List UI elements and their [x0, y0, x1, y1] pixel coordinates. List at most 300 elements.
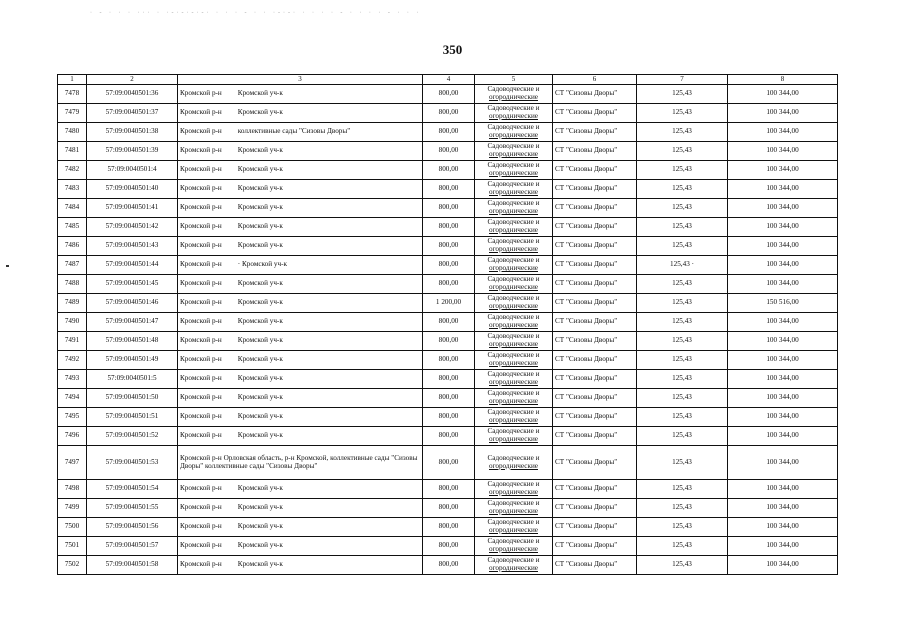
location-area: Кромской уч-к [237, 393, 283, 402]
area-cell: 800,00 [423, 446, 475, 480]
land-use-line1: Садоводческие и [487, 332, 540, 341]
area-cell: 800,00 [423, 518, 475, 537]
rate-cell: 125,43 [637, 537, 728, 556]
location-area: Кромской уч-к [237, 412, 283, 421]
row-number: 7478 [58, 85, 87, 104]
location-cell [178, 294, 423, 313]
location-area: Кромской уч-к [237, 522, 283, 531]
owner-cell: СТ "Сизовы Дворы" [553, 446, 637, 480]
land-use-line2: огороднические [489, 321, 538, 329]
registry-body [58, 75, 838, 575]
owner-cell: СТ "Сизовы Дворы" [553, 199, 637, 218]
area-cell: 800,00 [423, 556, 475, 575]
rate-cell: 125,43 [637, 556, 728, 575]
location-district: Кромской р-н [180, 184, 222, 193]
page-number: 350 [442, 42, 463, 57]
location-district: Кромской р-н [180, 484, 222, 493]
owner-cell: СТ "Сизовы Дворы" [553, 180, 637, 199]
row-number: 7488 [58, 275, 87, 294]
land-use-cell [475, 313, 553, 332]
rate-cell: 125,43 [637, 389, 728, 408]
location-area: Кромской уч-к [237, 108, 283, 117]
land-use-line1: Садоводческие и [487, 256, 540, 265]
row-number: 7498 [58, 480, 87, 499]
land-use-line2: огороднические [489, 169, 538, 177]
land-use-line1: Садоводческие и [487, 218, 540, 227]
rate-cell: 125,43 [637, 446, 728, 480]
value-cell: 100 344,00 [728, 85, 838, 104]
location-cell [178, 237, 423, 256]
value-cell: 100 344,00 [728, 408, 838, 427]
land-use-cell [475, 275, 553, 294]
owner-cell: СТ "Сизовы Дворы" [553, 294, 637, 313]
row-number: 7487 [58, 256, 87, 275]
land-use-cell [475, 294, 553, 313]
value-cell: 100 344,00 [728, 123, 838, 142]
area-cell: 800,00 [423, 370, 475, 389]
location-area: Кромской уч-к [237, 484, 283, 493]
location-area: Кромской уч-к [237, 317, 283, 326]
row-number: 7492 [58, 351, 87, 370]
column-number: 8 [728, 75, 838, 85]
table-row [58, 199, 838, 218]
land-use-line2: огороднические [489, 264, 538, 272]
area-cell: 800,00 [423, 332, 475, 351]
value-cell: 100 344,00 [728, 427, 838, 446]
value-cell: 100 344,00 [728, 237, 838, 256]
location-district: Кромской р-н [180, 412, 222, 421]
location-cell [178, 389, 423, 408]
location-area: Кромской уч-к [237, 298, 283, 307]
rate-cell: 125,43 [637, 104, 728, 123]
area-cell: 1 200,00 [423, 294, 475, 313]
value-cell: 100 344,00 [728, 104, 838, 123]
row-number: 7501 [58, 537, 87, 556]
land-use-line2: огороднические [489, 245, 538, 253]
location-area: Кромской уч-к [237, 165, 283, 174]
owner-cell: СТ "Сизовы Дворы" [553, 123, 637, 142]
land-use-cell [475, 332, 553, 351]
area-cell: 800,00 [423, 408, 475, 427]
area-cell: 800,00 [423, 275, 475, 294]
location-cell [178, 161, 423, 180]
land-use-cell [475, 161, 553, 180]
row-number: 7486 [58, 237, 87, 256]
land-use-line2: огороднические [489, 150, 538, 158]
land-use-line1: Садоводческие и [487, 142, 540, 151]
location-district: Кромской р-н [180, 431, 222, 440]
land-use-line2: огороднические [489, 564, 538, 572]
land-use-line2: огороднические [489, 112, 538, 120]
value-cell: 100 344,00 [728, 199, 838, 218]
rate-cell: 125,43 [637, 499, 728, 518]
registry-table [57, 74, 838, 575]
column-number: 4 [423, 75, 475, 85]
value-cell: 100 344,00 [728, 480, 838, 499]
cadastral-number: 57:09:0040501:36 [87, 85, 178, 104]
land-use-line2: огороднические [489, 302, 538, 310]
area-cell: 800,00 [423, 161, 475, 180]
cadastral-number: 57:09:0040501:5 [87, 370, 178, 389]
land-use-line1: Садоводческие и [487, 123, 540, 132]
cadastral-number: 57:09:0040501:4 [87, 161, 178, 180]
land-use-line1: Садоводческие и [487, 389, 540, 398]
table-row [58, 408, 838, 427]
rate-cell: 125,43 [637, 313, 728, 332]
land-use-line2: огороднические [489, 526, 538, 534]
land-use-cell [475, 237, 553, 256]
land-use-line1: Садоводческие и [487, 104, 540, 113]
land-use-line1: Садоводческие и [487, 480, 540, 489]
row-number: 7496 [58, 427, 87, 446]
rate-cell: 125,43 [637, 332, 728, 351]
column-number: 3 [178, 75, 423, 85]
location-cell [178, 427, 423, 446]
owner-cell: СТ "Сизовы Дворы" [553, 389, 637, 408]
table-row [58, 351, 838, 370]
land-use-line1: Садоводческие и [487, 237, 540, 246]
land-use-line2: огороднические [489, 188, 538, 196]
location-area: Кромской уч-к [237, 374, 283, 383]
column-number-row [58, 75, 838, 85]
row-number: 7499 [58, 499, 87, 518]
location-district: Кромской р-н [180, 298, 222, 307]
land-use-cell [475, 389, 553, 408]
table-row [58, 427, 838, 446]
value-cell: 100 344,00 [728, 218, 838, 237]
area-cell: 800,00 [423, 499, 475, 518]
land-use-cell [475, 480, 553, 499]
cadastral-number: 57:09:0040501:42 [87, 218, 178, 237]
land-use-line2: огороднические [489, 226, 538, 234]
land-use-line2: огороднические [489, 545, 538, 553]
row-number: 7497 [58, 446, 87, 480]
land-use-line2: огороднические [489, 340, 538, 348]
cadastral-number: 57:09:0040501:38 [87, 123, 178, 142]
column-number: 5 [475, 75, 553, 85]
table-row [58, 480, 838, 499]
location-district: Кромской р-н [180, 560, 222, 569]
value-cell: 100 344,00 [728, 446, 838, 480]
land-use-line1: Садоводческие и [487, 180, 540, 189]
rate-cell: 125,43 [637, 480, 728, 499]
row-number: 7481 [58, 142, 87, 161]
row-number: 7484 [58, 199, 87, 218]
location-area: · Кромской уч-к [237, 260, 288, 269]
location-district: Кромской р-н [180, 317, 222, 326]
location-district: Кромской р-н [180, 127, 222, 136]
land-use-line1: Садоводческие и [487, 370, 540, 379]
value-cell: 100 344,00 [728, 518, 838, 537]
owner-cell: СТ "Сизовы Дворы" [553, 275, 637, 294]
location-cell [178, 537, 423, 556]
location-cell [178, 85, 423, 104]
land-use-line1: Садоводческие и [487, 294, 540, 303]
owner-cell: СТ "Сизовы Дворы" [553, 408, 637, 427]
cadastral-number: 57:09:0040501:56 [87, 518, 178, 537]
area-cell: 800,00 [423, 313, 475, 332]
owner-cell: СТ "Сизовы Дворы" [553, 237, 637, 256]
land-use-cell [475, 408, 553, 427]
land-use-cell [475, 142, 553, 161]
location-area: Кромской уч-к [237, 184, 283, 193]
rate-cell: 125,43 [637, 161, 728, 180]
owner-cell: СТ "Сизовы Дворы" [553, 427, 637, 446]
table-row [58, 161, 838, 180]
area-cell: 800,00 [423, 199, 475, 218]
table-row [58, 294, 838, 313]
area-cell: 800,00 [423, 85, 475, 104]
cadastral-number: 57:09:0040501:53 [87, 446, 178, 480]
cadastral-number: 57:09:0040501:55 [87, 499, 178, 518]
land-use-cell [475, 85, 553, 104]
table-row [58, 275, 838, 294]
location-district: Кромской р-н [180, 355, 222, 364]
land-use-cell [475, 537, 553, 556]
table-row [58, 104, 838, 123]
location-cell [178, 351, 423, 370]
rate-cell: 125,43 [637, 237, 728, 256]
land-use-cell [475, 370, 553, 389]
owner-cell: СТ "Сизовы Дворы" [553, 256, 637, 275]
owner-cell: СТ "Сизовы Дворы" [553, 518, 637, 537]
rate-cell: 125,43 [637, 275, 728, 294]
value-cell: 150 516,00 [728, 294, 838, 313]
owner-cell: СТ "Сизовы Дворы" [553, 142, 637, 161]
rate-cell: 125,43 [637, 218, 728, 237]
location-district: Кромской р-н [180, 503, 222, 512]
land-use-line1: Садоводческие и [487, 408, 540, 417]
land-use-cell [475, 256, 553, 275]
location-district: Кромской р-н [180, 522, 222, 531]
value-cell: 100 344,00 [728, 499, 838, 518]
cadastral-number: 57:09:0040501:48 [87, 332, 178, 351]
land-use-line2: огороднические [489, 461, 538, 470]
location-district: Кромской р-н [180, 108, 222, 117]
owner-cell: СТ "Сизовы Дворы" [553, 370, 637, 389]
area-cell: 800,00 [423, 389, 475, 408]
location-cell [178, 332, 423, 351]
area-cell: 800,00 [423, 351, 475, 370]
row-number: 7489 [58, 294, 87, 313]
row-number: 7480 [58, 123, 87, 142]
location-cell [178, 556, 423, 575]
table-row [58, 123, 838, 142]
row-number: 7495 [58, 408, 87, 427]
location-cell [178, 313, 423, 332]
location-district: Кромской р-н [180, 393, 222, 402]
location-district: Кромской р-н [180, 336, 222, 345]
value-cell: 100 344,00 [728, 389, 838, 408]
value-cell: 100 344,00 [728, 332, 838, 351]
land-use-line2: огороднические [489, 507, 538, 515]
location-area: Кромской уч-к [237, 89, 283, 98]
row-number: 7494 [58, 389, 87, 408]
location-cell [178, 370, 423, 389]
rate-cell: 125,43 [637, 142, 728, 161]
location-cell [178, 218, 423, 237]
location-district: Кромской р-н [180, 89, 222, 98]
table-row [58, 389, 838, 408]
cadastral-number: 57:09:0040501:44 [87, 256, 178, 275]
cadastral-number: 57:09:0040501:54 [87, 480, 178, 499]
owner-cell: СТ "Сизовы Дворы" [553, 218, 637, 237]
rate-cell: 125,43 [637, 180, 728, 199]
rate-cell: 125,43 [637, 85, 728, 104]
land-use-cell [475, 427, 553, 446]
cadastral-number: 57:09:0040501:58 [87, 556, 178, 575]
value-cell: 100 344,00 [728, 313, 838, 332]
margin-mark [6, 265, 9, 267]
location-area: Кромской уч-к [237, 336, 283, 345]
value-cell: 100 344,00 [728, 537, 838, 556]
scan-noise: · - · · · ··· · ·-·-·-·-· · · · - · · ·-·-· · · · · - · · · · - · · · [90, 10, 422, 16]
location-cell [178, 123, 423, 142]
row-number: 7485 [58, 218, 87, 237]
location-district: Кромской р-н [180, 241, 222, 250]
owner-cell: СТ "Сизовы Дворы" [553, 161, 637, 180]
location-cell [178, 499, 423, 518]
land-use-cell [475, 351, 553, 370]
table-row [58, 218, 838, 237]
area-cell: 800,00 [423, 427, 475, 446]
location-area: Кромской уч-к [237, 355, 283, 364]
rate-cell: 125,43 [637, 351, 728, 370]
rate-cell: 125,43 · [637, 256, 728, 275]
land-use-cell [475, 180, 553, 199]
row-number: 7502 [58, 556, 87, 575]
location-cell [178, 199, 423, 218]
land-use-line2: огороднические [489, 131, 538, 139]
location-area: Кромской уч-к [237, 203, 283, 212]
location-area: Кромской уч-к [237, 560, 283, 569]
value-cell: 100 344,00 [728, 275, 838, 294]
cadastral-number: 57:09:0040501:43 [87, 237, 178, 256]
location-area: Кромской уч-к [237, 431, 283, 440]
location-area: Кромской уч-к [237, 541, 283, 550]
area-cell: 800,00 [423, 237, 475, 256]
land-use-line2: огороднические [489, 359, 538, 367]
land-use-line1: Садоводческие и [487, 199, 540, 208]
value-cell: 100 344,00 [728, 180, 838, 199]
area-cell: 800,00 [423, 537, 475, 556]
area-cell: 800,00 [423, 123, 475, 142]
area-cell: 800,00 [423, 256, 475, 275]
table-row [58, 85, 838, 104]
rate-cell: 125,43 [637, 408, 728, 427]
area-cell: 800,00 [423, 180, 475, 199]
land-use-line1: Садоводческие и [487, 275, 540, 284]
land-use-line2: огороднические [489, 93, 538, 101]
cadastral-number: 57:09:0040501:47 [87, 313, 178, 332]
location-cell [178, 256, 423, 275]
column-number: 1 [58, 75, 87, 85]
owner-cell: СТ "Сизовы Дворы" [553, 332, 637, 351]
owner-cell: СТ "Сизовы Дворы" [553, 480, 637, 499]
column-number: 7 [637, 75, 728, 85]
cadastral-number: 57:09:0040501:46 [87, 294, 178, 313]
column-number: 2 [87, 75, 178, 85]
location-district: Кромской р-н [180, 541, 222, 550]
area-cell: 800,00 [423, 218, 475, 237]
owner-cell: СТ "Сизовы Дворы" [553, 351, 637, 370]
location-area: Кромской уч-к [237, 279, 283, 288]
land-use-line2: огороднические [489, 435, 538, 443]
owner-cell: СТ "Сизовы Дворы" [553, 537, 637, 556]
owner-cell: СТ "Сизовы Дворы" [553, 499, 637, 518]
location-area: Кромской уч-к [237, 241, 283, 250]
location-district: Кромской р-н [180, 279, 222, 288]
land-use-line1: Садоводческие и [487, 161, 540, 170]
table-row [58, 332, 838, 351]
land-use-line2: огороднические [489, 488, 538, 496]
table-row [58, 537, 838, 556]
table-row [58, 180, 838, 199]
owner-cell: СТ "Сизовы Дворы" [553, 313, 637, 332]
cadastral-number: 57:09:0040501:49 [87, 351, 178, 370]
land-use-cell [475, 518, 553, 537]
value-cell: 100 344,00 [728, 556, 838, 575]
area-cell: 800,00 [423, 104, 475, 123]
location-district: Кромской р-н [180, 165, 222, 174]
location-district: Кромской р-н [180, 260, 222, 269]
cadastral-number: 57:09:0040501:40 [87, 180, 178, 199]
table-row [58, 313, 838, 332]
value-cell: 100 344,00 [728, 351, 838, 370]
location-area: Кромской уч-к [237, 222, 283, 231]
owner-cell: СТ "Сизовы Дворы" [553, 85, 637, 104]
value-cell: 100 344,00 [728, 256, 838, 275]
land-use-line2: огороднические [489, 416, 538, 424]
land-use-line2: огороднические [489, 378, 538, 386]
land-use-cell [475, 556, 553, 575]
cadastral-number: 57:09:0040501:41 [87, 199, 178, 218]
rate-cell: 125,43 [637, 294, 728, 313]
location-cell [178, 480, 423, 499]
table-row [58, 142, 838, 161]
location-area: коллективные сады "Сизовы Дворы" [237, 127, 351, 136]
cadastral-number: 57:09:0040501:57 [87, 537, 178, 556]
row-number: 7479 [58, 104, 87, 123]
land-use-cell [475, 123, 553, 142]
land-use-line2: огороднические [489, 283, 538, 291]
location-district: Кромской р-н [180, 222, 222, 231]
land-use-line1: Садоводческие и [487, 313, 540, 322]
cadastral-number: 57:09:0040501:37 [87, 104, 178, 123]
owner-cell: СТ "Сизовы Дворы" [553, 104, 637, 123]
row-number: 7493 [58, 370, 87, 389]
cadastral-number: 57:09:0040501:39 [87, 142, 178, 161]
cadastral-number: 57:09:0040501:52 [87, 427, 178, 446]
value-cell: 100 344,00 [728, 161, 838, 180]
area-cell: 800,00 [423, 480, 475, 499]
location-district: Кромской р-н [180, 374, 222, 383]
land-use-line1: Садоводческие и [487, 537, 540, 546]
rate-cell: 125,43 [637, 370, 728, 389]
row-number: 7500 [58, 518, 87, 537]
land-use-cell [475, 199, 553, 218]
table-row [58, 370, 838, 389]
row-number: 7482 [58, 161, 87, 180]
location-area: Кромской уч-к [237, 503, 283, 512]
land-use-cell [475, 499, 553, 518]
table-row [58, 446, 838, 480]
table-row [58, 499, 838, 518]
table-row [58, 237, 838, 256]
row-number: 7490 [58, 313, 87, 332]
location-cell [178, 104, 423, 123]
land-use-line2: огороднические [489, 397, 538, 405]
